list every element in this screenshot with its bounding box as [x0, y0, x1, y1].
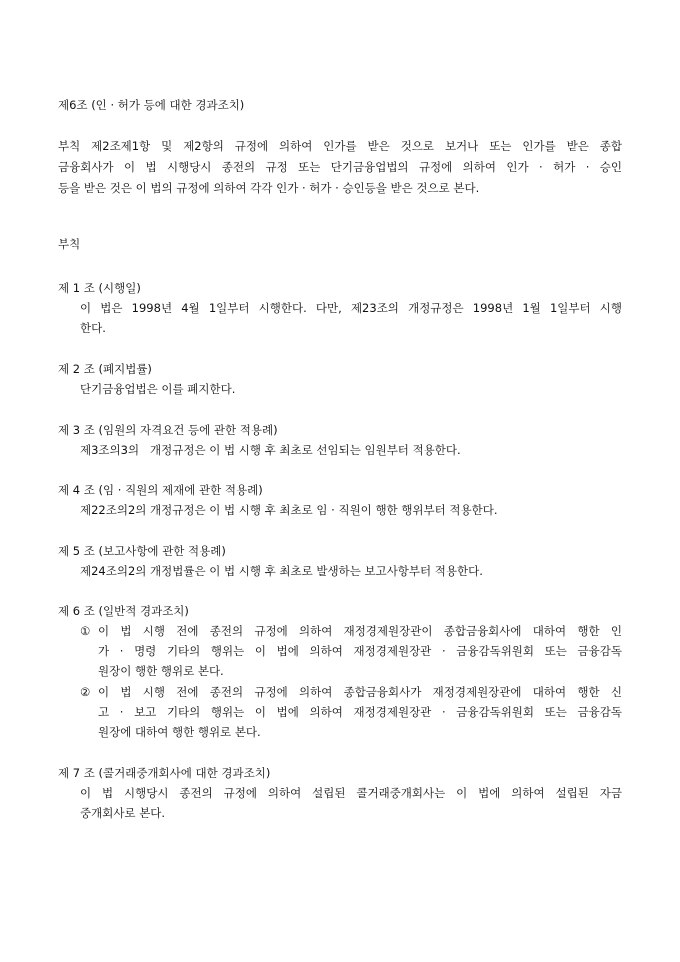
transitional-body-line-1: 부칙 제2조제1항 및 제2항의 규정에 의하여 인가를 받은 것으로 보거나 또는 인가를 받은 종합 [58, 139, 622, 153]
item-2-line-1: 이 법 시행 전에 종전의 규정에 의하여 종합금융회사가 재정경제원장관에 대하여 행한 신 [98, 685, 622, 699]
addendum-article-3-heading: 제 3 조 (임원의 자격요건 등에 관한 적용례) [58, 423, 278, 437]
addendum-article-4-heading: 제 4 조 (임 · 직원의 제재에 관한 적용례) [58, 483, 263, 497]
item-1-marker: ① [80, 624, 91, 638]
article-3-line-1: 제3조의3의 개정규정은 이 법 시행 후 최초로 선임되는 임원부터 적용한다. [80, 443, 461, 457]
transitional-body-line-3: 등을 받은 것은 이 법의 규정에 의하여 각각 인가 · 허가 · 승인등을 받은 것으로 본다. [58, 181, 480, 195]
article-6-transitional-heading: 제6조 (인 · 허가 등에 대한 경과조치) [58, 98, 245, 112]
addendum-article-5-heading: 제 5 조 (보고사항에 관한 적용례) [58, 544, 226, 558]
addendum-article-1-heading: 제 1 조 (시행일) [58, 281, 141, 295]
transitional-body-line-2: 금융회사가 이 법 시행당시 종전의 규정 또는 단기금융업법의 규정에 의하여 인가 · 허가 · 승인 [58, 160, 622, 174]
article-2-line-1: 단기금융업법은 이를 폐지한다. [80, 382, 236, 396]
article-4-line-1: 제22조의2의 개정규정은 이 법 시행 후 최초로 임 · 직원이 행한 행위부터 적용한다. [80, 503, 498, 517]
item-2-line-3: 원장에 대하여 행한 행위로 본다. [98, 725, 261, 739]
item-1-line-2: 가 · 명령 기타의 행위는 이 법에 의하여 재정경제원장관 · 금융감독위원회 또는 금융감독 [98, 644, 622, 658]
article-5-line-1: 제24조의2의 개정법률은 이 법 시행 후 최초로 발생하는 보고사항부터 적용한다. [80, 564, 483, 578]
article-7-line-1: 이 법 시행당시 종전의 규정에 의하여 설립된 콜거래중개회사는 이 법에 의하여 설립된 자금 [80, 786, 622, 800]
item-1-line-3: 원장이 행한 행위로 본다. [98, 664, 224, 678]
item-2-marker: ② [80, 685, 91, 699]
addendum-article-6-heading: 제 6 조 (일반적 경과조치) [58, 604, 189, 618]
article-7-line-2: 중개회사로 본다. [80, 806, 166, 820]
addendum-article-2-heading: 제 2 조 (폐지법률) [58, 362, 152, 376]
item-1-line-1: 이 법 시행 전에 종전의 규정에 의하여 재정경제원장관이 종합금융회사에 대하여 행한 인 [98, 624, 622, 638]
article-1-line-1: 이 법은 1998년 4월 1일부터 시행한다. 다만, 제23조의 개정규정은 1998년 1월 1일부터 시행 [80, 301, 622, 315]
addendum-title: 부칙 [58, 237, 81, 251]
item-2-line-2: 고 · 보고 기타의 행위는 이 법에 의하여 재정경제원장관 · 금융감독위원회 또는 금융감독 [98, 705, 622, 719]
article-1-line-2: 한다. [80, 321, 106, 335]
addendum-article-7-heading: 제 7 조 (콜거래중개회사에 대한 경과조치) [58, 766, 271, 780]
